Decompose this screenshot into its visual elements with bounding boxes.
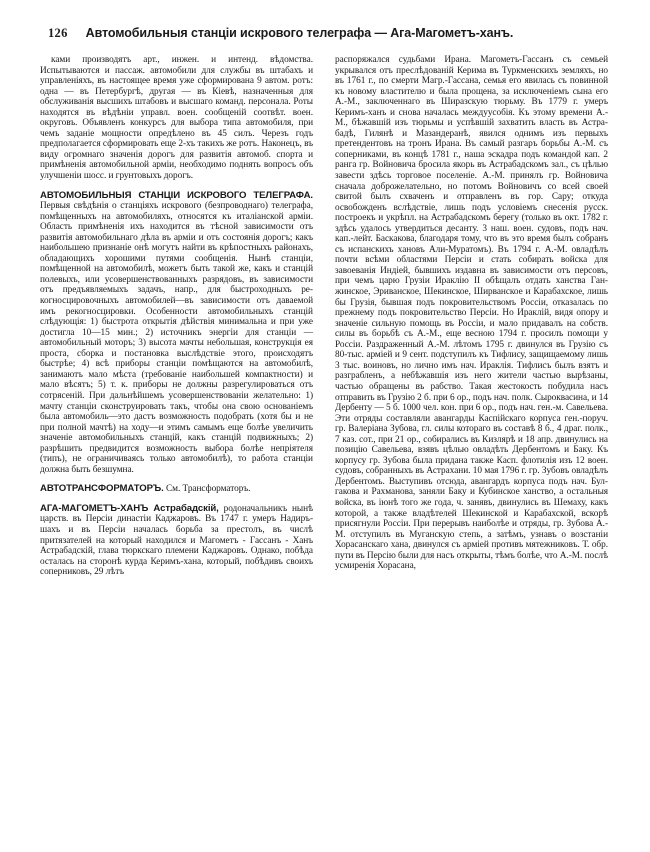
left-column xyxy=(40,55,313,578)
entry-avtomobilnyya-stantsii xyxy=(40,191,313,476)
continuation-paragraph: ками производятъ арт., инжен. и интенд. вѣдомства. Испытываются и пассаж. автомобили для службы въ штабахъ и управленіяхъ, въ настоящее время уже сформирована 9 автом. ротъ: одна — въ Петербургѣ, другая — въ Кіевѣ, назначенныя для обслуживанія высшихъ штабовъ и высшаго команд. персонала. Роты находятся въ вѣдѣніи управл. воен. сообщеній соотвѣт. воен. округовъ. Объявленъ конкурсъ для выбора типа автомобиля, при чемъ заданіе мощности опредѣлено въ 45 силъ. Черезъ годъ предполагается сформировать еще 2-хъ такихъ же ротъ. Наконецъ, въ виду огромнаго значенія дорогъ для развитія автомоб. спорта и примѣненія автомобильной арміи, необходимо поднять вопросъ объ улучшеніи шосс. и грунтовыхъ дорогъ. xyxy=(40,55,313,182)
entry-headword: АВТОТРАНСФОРМАТОРЪ. xyxy=(40,483,164,495)
column-layout xyxy=(40,55,610,578)
entry-text: Первыя свѣдѣнія о станціяхъ искрового (безпроводнаго) телеграфа, помѣщенныхъ на автомобиляхъ, относятся къ италiанской арміи. Область примѣненія ихъ находится въ тѣсной зависимости отъ развитія автомобильнаго дѣла въ арміи и отъ состоянія дорогъ; какъ наибольшею признаніе онѣ могутъ найти въ крѣпостныхъ районахъ, обладающихъ хорошими путями сообщенія. Нынѣ станціи, помѣщенной на автомобилѣ, можетъ быть такой же, какъ и станцій полевыхъ, или усовершенствованныхъ разрядовъ, въ зависимости отъ предъявляемыхъ задачъ, напр., для быстроходныхъ рекогносцировочныхъ автомобилей—въ зависимости отъ даваемой имъ рекогносцировки. Особенности автомобильныхъ станцій слѣдующія: 1) быстрота открытія дѣйствія минимальна и при уже достигла 10—15 мин.; 2) источникъ энергіи для станціи — автомобильный моторъ; 3) высота мачты небольшая, конструкція ея проста, сборка и постановка выслѣдствіе этого, происходятъ быстрѣе; 4) всѣ приборы станціи помѣщаются на автомобилѣ, занимаютъ мало мѣста (требованіе наибольшей компактности) и мало вѣсятъ; 5) т. к. приборы не должны разрегулироваться отъ сотрясеній. При дальнѣйшемъ усовершенствованіи желательно: 1) мачту станціи сконструировать такъ, чтобы она свою основаніемъ была автомобиль—это дастъ возможность подобрать (хотя бы и не при полной мачтѣ) на ходу—и этимъ самымъ еще болѣе увеличить значеніе автомобильныхъ станцій, какъ станцій подвижныхъ; 2) разрѣшить предвидится возможность выбора болѣе непріятеля (типъ), не ограничиваясь только автомобилѣ), то работа станціи должна быть безшумна. xyxy=(40,201,313,475)
entry-body xyxy=(40,191,313,476)
entry-body xyxy=(40,484,313,495)
right-column xyxy=(335,55,608,572)
entry-text: См. Трансформаторъ. xyxy=(166,484,251,495)
entry-avtotransformator xyxy=(40,484,313,495)
continuation-paragraph: распоряжался судьбами Ирана. Магометъ-Гассанъ съ семьей укрывался отъ преслѣдованій Керима въ Туркменскихъ земляхъ, но въ 1761 г., по смерти Магр.-Гассана, семья его явилась съ повинной къ новому властителю и была прощена, за исключеніемъ сына его А.-М., заключеннаго въ Ширазскую тюрьму. Въ 1779 г. умеръ Керимъ-ханъ и снова началась междуусобія. Къ этому времени А.-М., бѣжавшій изъ тюрьмы и успѣвшій захватить власть въ Астрабадѣ, Гилянѣ и Мазандеранѣ, явился однимъ изъ первыхъ претендентовъ на тронъ Ирана. Въ самый разгаръ борьбы А.-М. съ соперниками, въ концѣ 1781 г., наша эскадра подъ командой кап. 2 ранга гр. Войновича бросила якорь въ Астрабадскомъ зал., съ цѣлью завести здѣсь торговое поселеніе. А.-М. принялъ гр. Войновича сначала доброжелательно, но потомъ Войновичъ со всей своей свитой былъ схваченъ и отправленъ въ гор. Сару; откуда освобожденъ вслѣдствіе, лишь подъ условіемъ снесенія русск. построекъ и укрѣпл. на Астрабадскомъ берегу (только въ окт. 1782 г. здѣсь удалось утвердиться десанту. 3 наш. воен. судовъ, подъ нач. кап.-лейт. Баскакова, благодаря тому, что въ это время былъ собранъ съ испанскихъ хановъ Али-Муратомъ). Въ 1794 г. А.-М. овладѣлъ почти всѣми областями Персіи и стать собирать войска для завоеванія Индіей, бывшихъ издавна въ зависимости отъ персовъ, при чемъ царю Грузіи Ираклію II обѣщалъ отдать ханства Ганжинское, Эриванское, Шекинское, Ширванское и Карабахское, лишь бы Грузія, бывшая подъ покровительствомъ Россіи, отказалась по прежнему подъ покровительство Персіи. Но Ираклій, видя опору и значеніе сильную помощь въ Россіи, и мало придавалъ на собств. силы въ борьбѣ съ А.-М., еще весною 1794 г. просилъ помощи у Россіи. Раздраженный А.-М. лѣтомъ 1795 г. двинулся въ Грузію съ 80-тыс. арміей и 9 сент. подступилъ къ Тифлису, защищаемому лишь 3 тыс. воиновъ, но лично имъ нач. Ираклія. Тифлисъ былъ взятъ и разграбленъ, а небѣжавшія изъ него жители частью вырѣзаны, частью обращены въ рабство. Такая жестокость побудила насъ отправить въ Грузію 2 б. при 6 ор., подъ нач. полк. Сыроквасина, и 14 Дербенту — 5 б. 1000 чел. кон. при 6 ор., подъ нач. ген.-м. Савельева. Эти отряды составляли авангарды Каспійскаго корпуса ген.-поруч. гр. Валеріана Зубова, гл. силы котораго въ составѣ 8 б., 4 драг. полк., 7 каз. сот., при 21 ор., собирались въ Кизлярѣ и 18 апр. двинулись на позицію Савельева, взявъ цѣлью овладѣть Дербентомъ и Баку. Къ корпусу гр. Зубова была придана также Касп. флотилія изъ 12 воен. судовъ, собранныхъ въ Астрахани. 10 мая 1796 г. гр. Зубовъ овладѣлъ Дербентомъ. Выступивъ отсюда, авангардъ корпуса подъ нач. Булгакова и Рахманова, заняли Баку и Кубинское ханство, а остальныя войска, въ іюнѣ того же года, ч. занявъ, двинулись въ Шемаху, какъ которой, а также владѣтелей Шекинской и Карабахской, вскорѣ присягнули Россіи. При перерывъ наиболѣе и отряды, гр. Зубова А.-М. отступилъ въ Муганскую степь, а затѣмъ, узнавъ о возстаніи Хорасанскаго хана, двинулся съ арміей противъ мятежниковъ. Т. обр. пути въ Персію были для насъ открыты, тѣмъ болѣе, что А.-М. послѣ усмиренія Хорасана, xyxy=(335,55,608,572)
entry-headword: АВТОМОБИЛЬНЫЯ СТАНЦIИ ИСКРОВОГО ТЕЛЕГРАФА. xyxy=(40,189,313,201)
entry-headword: АГА-МАГОМЕТЪ-ХАНЪ Астрабадскій, xyxy=(40,502,219,514)
running-title: Автомобильныя станціи искрового телеграфа — Ага-Магометъ-ханъ. xyxy=(85,26,514,40)
entry-aga-magomet-khan xyxy=(40,504,313,578)
page-header xyxy=(40,26,610,41)
page-number: 126 xyxy=(48,26,68,40)
entry-body xyxy=(40,504,313,578)
entry-text: родоначальникъ нынѣ царств. въ Персіи династіи Каджаровъ. Въ 1747 г. умеръ Надиръ-шахъ и въ Персіи началась борьба за престолъ, въ числѣ притязателей на который находился и Магометъ - Гассанъ - Ханъ Астрабадскій, глава тюркскаго племени Каджаровъ. Однако, побѣда осталась на сторонѣ курда Керимъ-хана, который, побѣдивъ своихъ соперниковъ, 29 лѣтъ xyxy=(40,503,314,578)
